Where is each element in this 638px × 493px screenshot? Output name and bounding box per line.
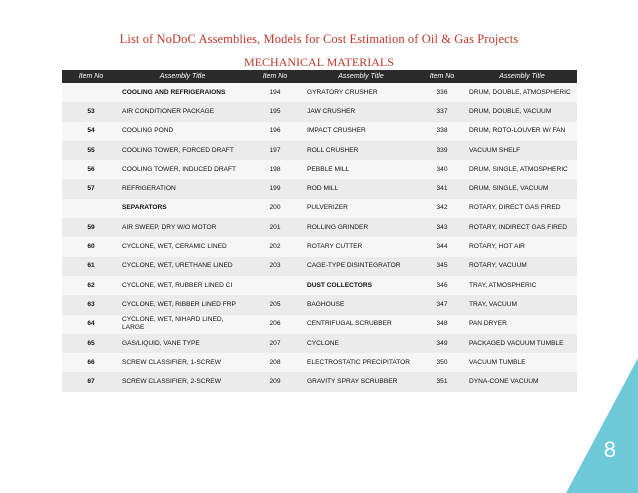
item-no-cell: 351 [417,372,467,391]
assembly-title-cell: PACKAGED VACUUM TUMBLE [467,334,577,353]
item-no-cell: 347 [417,295,467,314]
assembly-title-cell: DYNA-CONE VACUUM [467,372,577,391]
item-no-cell: 64 [62,315,120,334]
item-no-cell: 336 [417,83,467,102]
item-no-cell [62,199,120,218]
item-no-cell: 57 [62,179,120,198]
header-item-no-3: Item No [417,70,467,83]
item-no-cell: 339 [417,141,467,160]
assembly-title-cell: DRUM, DOUBLE, ATMOSPHERIC [467,83,577,102]
item-no-cell: 337 [417,102,467,121]
item-no-cell: 62 [62,276,120,295]
item-no-cell: 207 [245,334,305,353]
assembly-title-cell: JAW CRUSHER [305,102,417,121]
item-no-cell: 203 [245,257,305,276]
assemblies-table [62,70,577,392]
table-header-row [62,70,577,83]
table-row [62,179,577,198]
item-no-cell: 209 [245,372,305,391]
item-no-cell: 197 [245,141,305,160]
item-no-cell [245,276,305,295]
item-no-cell: 340 [417,160,467,179]
item-no-cell: 343 [417,218,467,237]
assembly-title-cell: GRAVITY SPRAY SCRUBBER [305,372,417,391]
header-assembly-title-2: Assembly Title [305,70,417,83]
item-no-cell: 198 [245,160,305,179]
assembly-title-cell: SCREW CLASSIFIER, 2-SCREW [120,372,245,391]
page-number: 8 [603,437,616,462]
assembly-title-cell: ROD MILL [305,179,417,198]
assembly-title-cell: GAS/LIQUID, VANE TYPE [120,334,245,353]
assembly-title-cell: ROLLING GRINDER [305,218,417,237]
section-subtitle: MECHANICAL MATERIALS [244,55,394,69]
table-row [62,295,577,314]
assembly-title-cell: PAN DRYER [467,315,577,334]
assembly-title-cell: COOLING TOWER, FORCED DRAFT [120,141,245,160]
assembly-title-cell: CYCLONE, WET, RIBBER LINED FRP [120,295,245,314]
table-row [62,334,577,353]
assembly-title-cell: GYRATORY CRUSHER [305,83,417,102]
item-no-cell: 341 [417,179,467,198]
table-row [62,257,577,276]
item-no-cell: 53 [62,102,120,121]
assembly-title-cell: ROTARY, INDIRECT GAS FIRED [467,218,577,237]
assembly-title-cell: AIR SWEEP, DRY W/O MOTOR [120,218,245,237]
assembly-title-cell: IMPACT CRUSHER [305,122,417,141]
item-no-cell: 61 [62,257,120,276]
corner-triangle [566,358,638,493]
assembly-title-cell: CYCLONE [305,334,417,353]
item-no-cell: 346 [417,276,467,295]
assembly-title-cell: CYCLONE, WET, URETHANE LINED [120,257,245,276]
table-row [62,237,577,256]
assembly-title-cell: REFRIGERATION [120,179,245,198]
header-item-no-1: Item No [62,70,120,83]
assembly-title-cell: CYCLONE, WET, RUBBER LINED CI [120,276,245,295]
assembly-title-cell: PULVERIZER [305,199,417,218]
assembly-title-cell: COOLING TOWER, INDUCED DRAFT [120,160,245,179]
header-item-no-2: Item No [245,70,305,83]
assembly-title-cell: PEBBLE MILL [305,160,417,179]
item-no-cell: 349 [417,334,467,353]
item-no-cell: 55 [62,141,120,160]
table-row [62,353,577,372]
assembly-title-cell: CYCLONE, WET, NIHARD LINED, LARGE [120,315,245,334]
item-no-cell: 194 [245,83,305,102]
item-no-cell: 200 [245,199,305,218]
assembly-title-cell: DRUM, SINGLE, ATMOSPHERIC [467,160,577,179]
assembly-title-cell: SCREW CLASSIFIER, 1-SCREW [120,353,245,372]
table-row [62,160,577,179]
assembly-title-cell: ROTARY, DIRECT GAS FIRED [467,199,577,218]
table-row [62,218,577,237]
header-assembly-title-3: Assembly Title [467,70,577,83]
item-no-cell: 350 [417,353,467,372]
item-no-cell: 205 [245,295,305,314]
item-no-cell: 66 [62,353,120,372]
item-no-cell: 63 [62,295,120,314]
header-assembly-title-1: Assembly Title [120,70,245,83]
assembly-title-cell: SEPARATORS [120,199,245,218]
corner-decoration [566,358,638,493]
assembly-title-cell: ROLL CRUSHER [305,141,417,160]
item-no-cell [62,83,120,102]
assembly-title-cell: AIR CONDITIONER PACKAGE [120,102,245,121]
item-no-cell: 338 [417,122,467,141]
assembly-title-cell: VACUUM TUMBLE [467,353,577,372]
item-no-cell: 345 [417,257,467,276]
table-row [62,199,577,218]
item-no-cell: 348 [417,315,467,334]
item-no-cell: 208 [245,353,305,372]
table-row [62,83,577,102]
assembly-title-cell: ROTARY, HOT AIR [467,237,577,256]
assembly-title-cell: ROTARY, VACUUM [467,257,577,276]
item-no-cell: 202 [245,237,305,256]
assembly-title-cell: TRAY, ATMOSPHERIC [467,276,577,295]
assembly-title-cell: TRAY, VACUUM [467,295,577,314]
assembly-title-cell: COOLING POND [120,122,245,141]
table-row [62,276,577,295]
item-no-cell: 195 [245,102,305,121]
table-row [62,315,577,334]
item-no-cell: 344 [417,237,467,256]
assembly-title-cell: ELECTROSTATIC PRECIPITATOR [305,353,417,372]
assembly-title-cell: CAGE-TYPE DISINTEGRATOR [305,257,417,276]
assembly-title-cell: CYCLONE, WET, CERAMIC LINED [120,237,245,256]
assembly-title-cell: BAGHOUSE [305,295,417,314]
item-no-cell: 196 [245,122,305,141]
item-no-cell: 199 [245,179,305,198]
page-title: List of NoDoC Assemblies, Models for Cost Estimation of Oil & Gas Projects [119,32,519,46]
assembly-title-cell: CENTRIFUGAL SCRUBBER [305,315,417,334]
table-row [62,122,577,141]
item-no-cell: 60 [62,237,120,256]
item-no-cell: 56 [62,160,120,179]
assembly-title-cell: VACUUM SHELF [467,141,577,160]
item-no-cell: 201 [245,218,305,237]
item-no-cell: 67 [62,372,120,391]
assembly-title-cell: DRUM, SINGLE, VACUUM [467,179,577,198]
item-no-cell: 342 [417,199,467,218]
assembly-title-cell: ROTARY CUTTER [305,237,417,256]
assembly-title-cell: COOLING AND REFRIGERAIONS [120,83,245,102]
table-row [62,141,577,160]
item-no-cell: 59 [62,218,120,237]
assembly-title-cell: DRUM, DOUBLE, VACUUM [467,102,577,121]
item-no-cell: 54 [62,122,120,141]
assembly-title-cell: DRUM, ROTO-LOUVER W/ FAN [467,122,577,141]
table-row [62,102,577,121]
item-no-cell: 206 [245,315,305,334]
table-row [62,372,577,391]
item-no-cell: 65 [62,334,120,353]
assembly-title-cell: DUST COLLECTORS [305,276,417,295]
